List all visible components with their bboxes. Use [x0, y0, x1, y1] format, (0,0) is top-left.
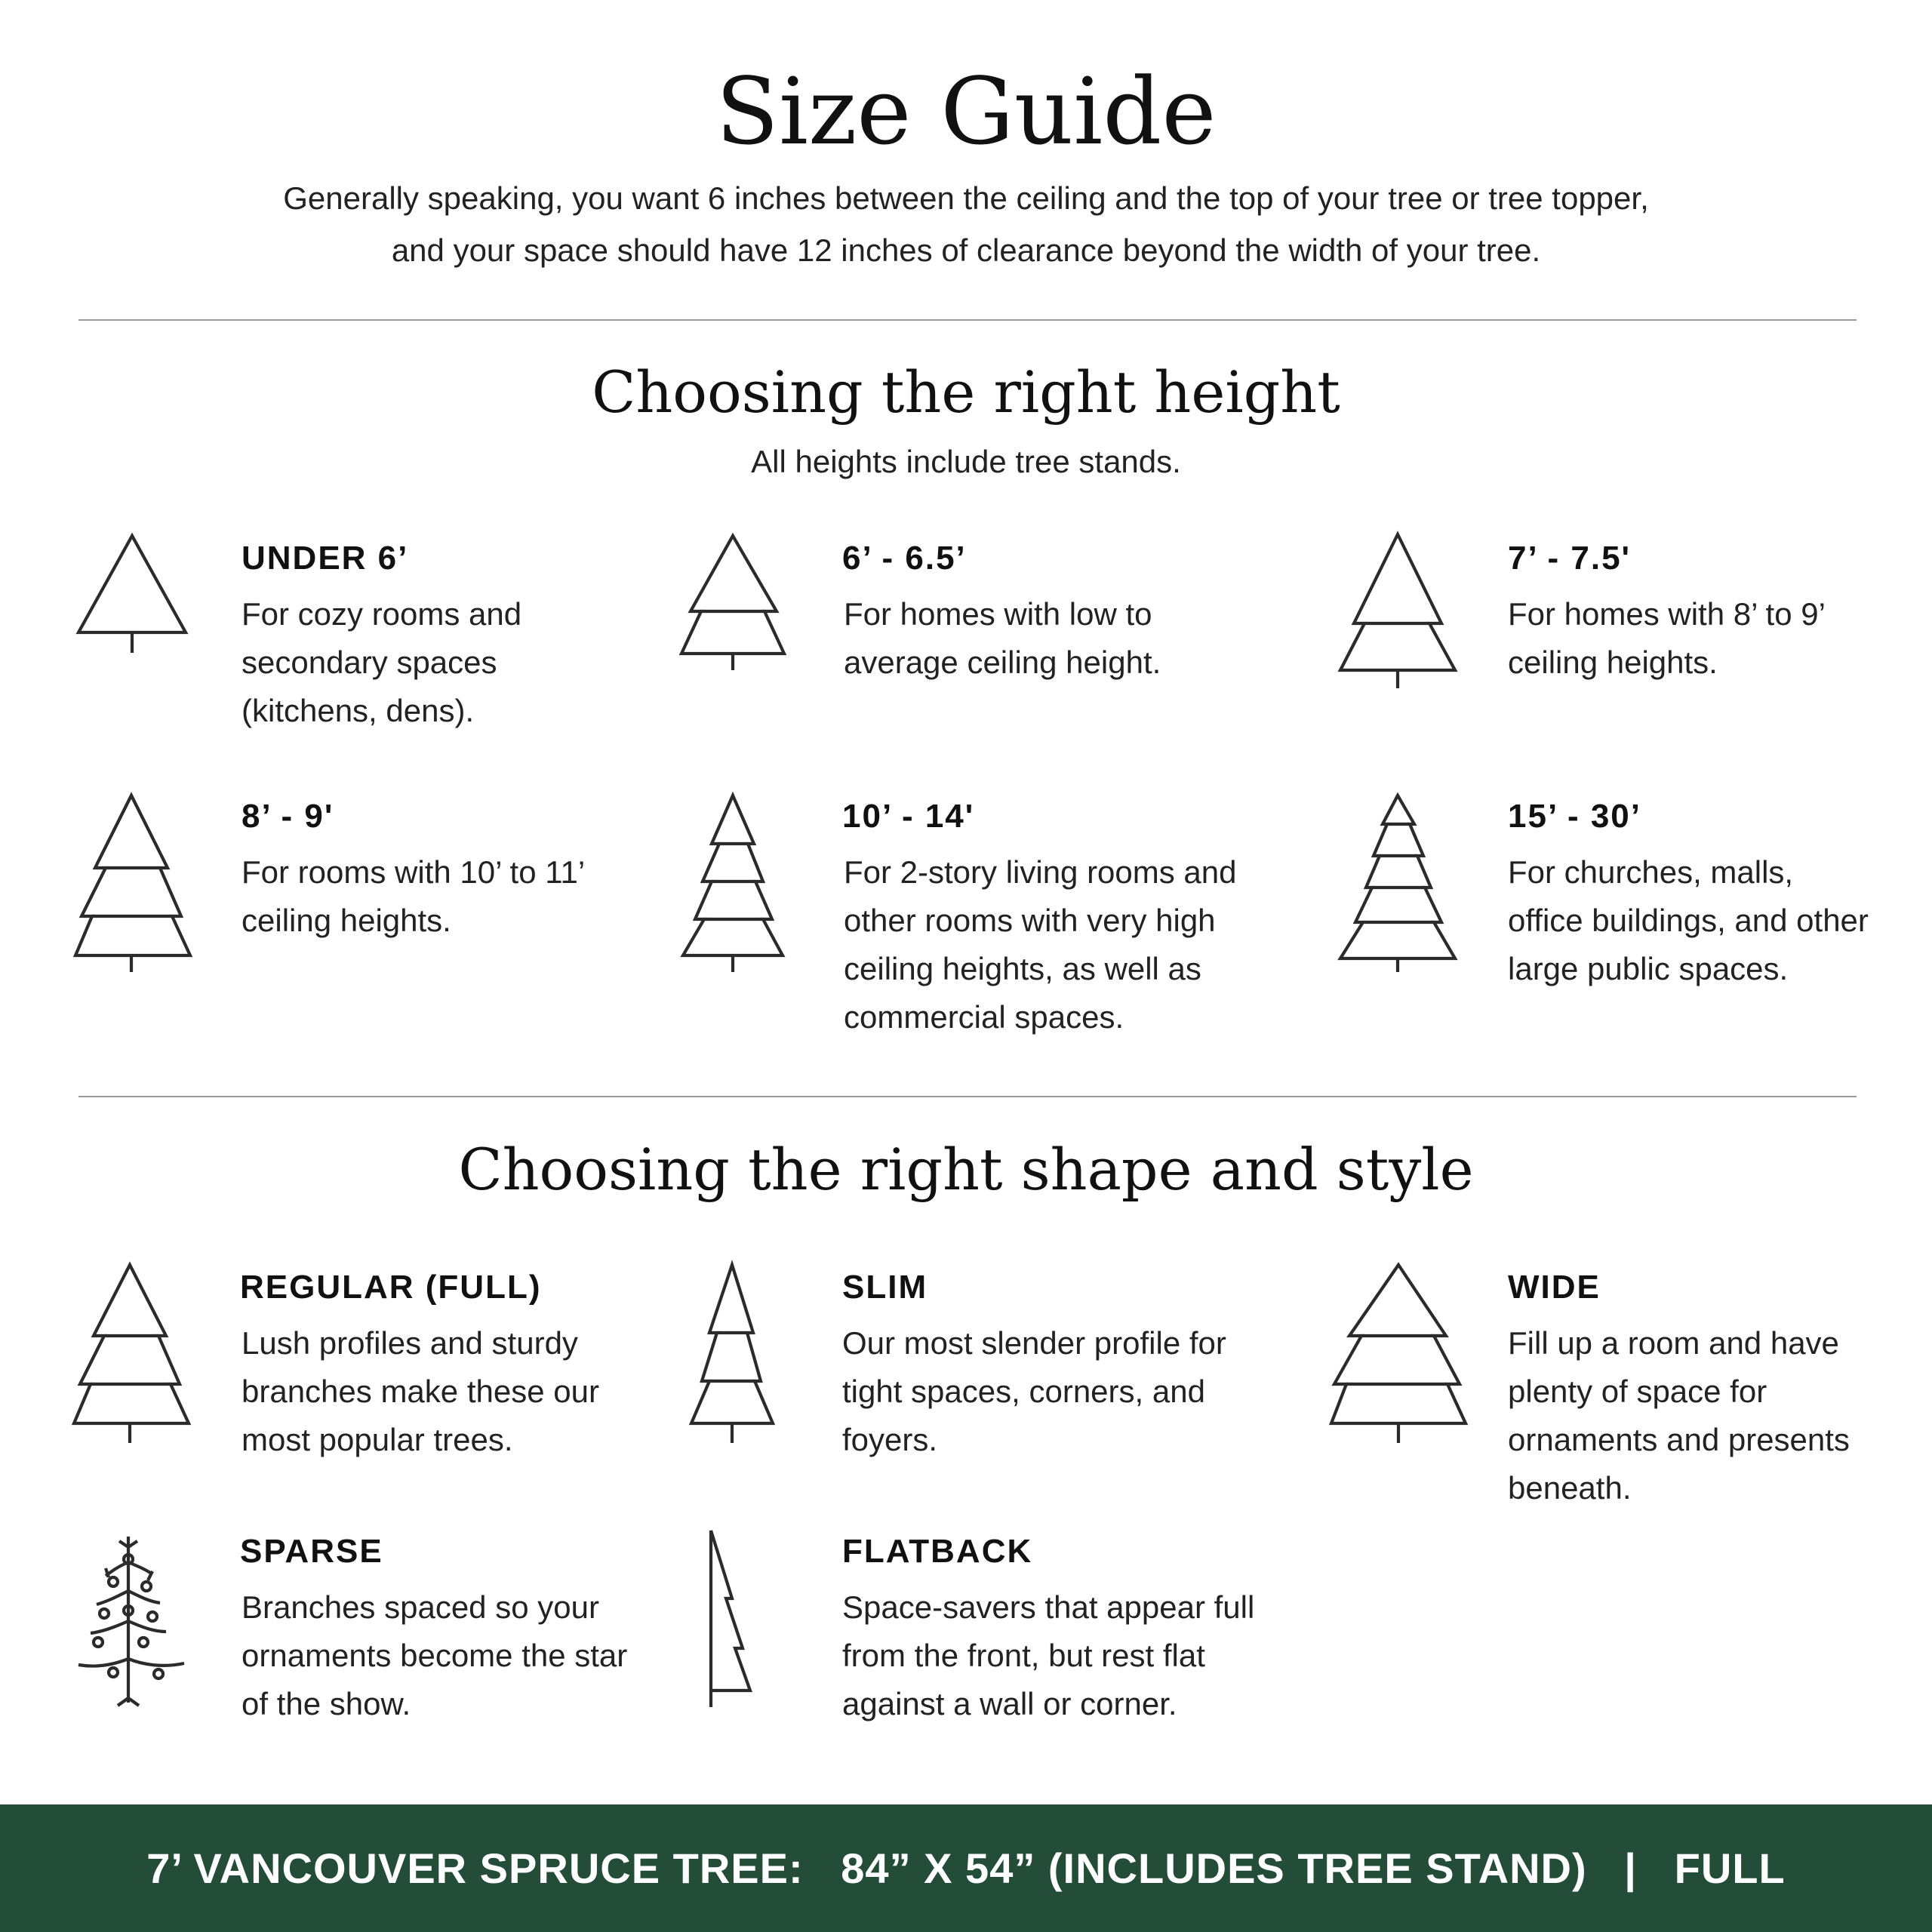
tree-two-tier-large-icon [1337, 533, 1458, 690]
tree-four-tier-icon [680, 794, 786, 974]
shape-section-title: Choosing the right shape and style [458, 1136, 1474, 1203]
item-title: 10’ - 14' [842, 798, 975, 835]
tree-regular-icon [71, 1263, 192, 1444]
intro-text: Generally speaking, you want 6 inches between the ceiling and the top of your tree or tree topper, and your space should have 12 inches of clearance beyond the width of your tree. [283, 180, 1649, 268]
item-description: For rooms with 10’ to 11’ ceiling heights. [242, 854, 584, 938]
item-title: SPARSE [240, 1533, 383, 1570]
tree-three-tier-icon [72, 794, 193, 974]
item-description: For homes with low to average ceiling height. [844, 596, 1161, 680]
item-description: For cozy rooms and secondary spaces (kitchens, dens). [242, 596, 522, 728]
tree-slim-icon [688, 1263, 776, 1444]
item-description: Our most slender profile for tight spaces, corners, and foyers. [842, 1325, 1226, 1457]
tree-two-tier-icon [678, 534, 787, 672]
item-title: SLIM [842, 1269, 928, 1306]
item-title: 6’ - 6.5’ [842, 540, 967, 577]
item-description: For 2-story living rooms and other rooms with very high ceiling heights, as well as commercial spaces. [844, 854, 1237, 1035]
page-title: Size Guide [715, 58, 1217, 165]
item-title: UNDER 6’ [242, 540, 409, 577]
divider [78, 1096, 1857, 1097]
tree-five-tier-icon [1337, 794, 1458, 974]
item-description: For churches, malls, office buildings, and other large public spaces. [1508, 854, 1869, 986]
item-description: Space-savers that appear full from the front, but rest flat against a wall or corner. [842, 1589, 1255, 1721]
tree-wide-icon [1328, 1263, 1469, 1444]
item-description: Fill up a room and have plenty of space for ornaments and presents beneath. [1508, 1325, 1850, 1506]
tree-one-tier-icon [75, 534, 189, 655]
divider [78, 319, 1857, 321]
tree-flatback-icon [705, 1529, 758, 1710]
item-title: 15’ - 30’ [1508, 798, 1642, 835]
item-description: For homes with 8’ to 9’ ceiling heights. [1508, 596, 1825, 680]
item-title: REGULAR (FULL) [240, 1269, 542, 1306]
product-banner [0, 1804, 1932, 1932]
product-spec-text: 7’ VANCOUVER SPRUCE TREE: 84” X 54” (INCLUDES TREE STAND) | FULL [146, 1844, 1786, 1892]
tree-sparse-icon [74, 1532, 189, 1713]
height-section-subtitle: All heights include tree stands. [751, 444, 1181, 479]
item-title: WIDE [1508, 1269, 1601, 1306]
item-title: 8’ - 9' [242, 798, 334, 835]
item-description: Lush profiles and sturdy branches make these our most popular trees. [242, 1325, 599, 1457]
item-title: 7’ - 7.5' [1508, 540, 1631, 577]
item-title: FLATBACK [842, 1533, 1033, 1570]
item-description: Branches spaced so your ornaments become the star of the show. [242, 1589, 628, 1721]
height-section-title: Choosing the right height [592, 358, 1340, 426]
